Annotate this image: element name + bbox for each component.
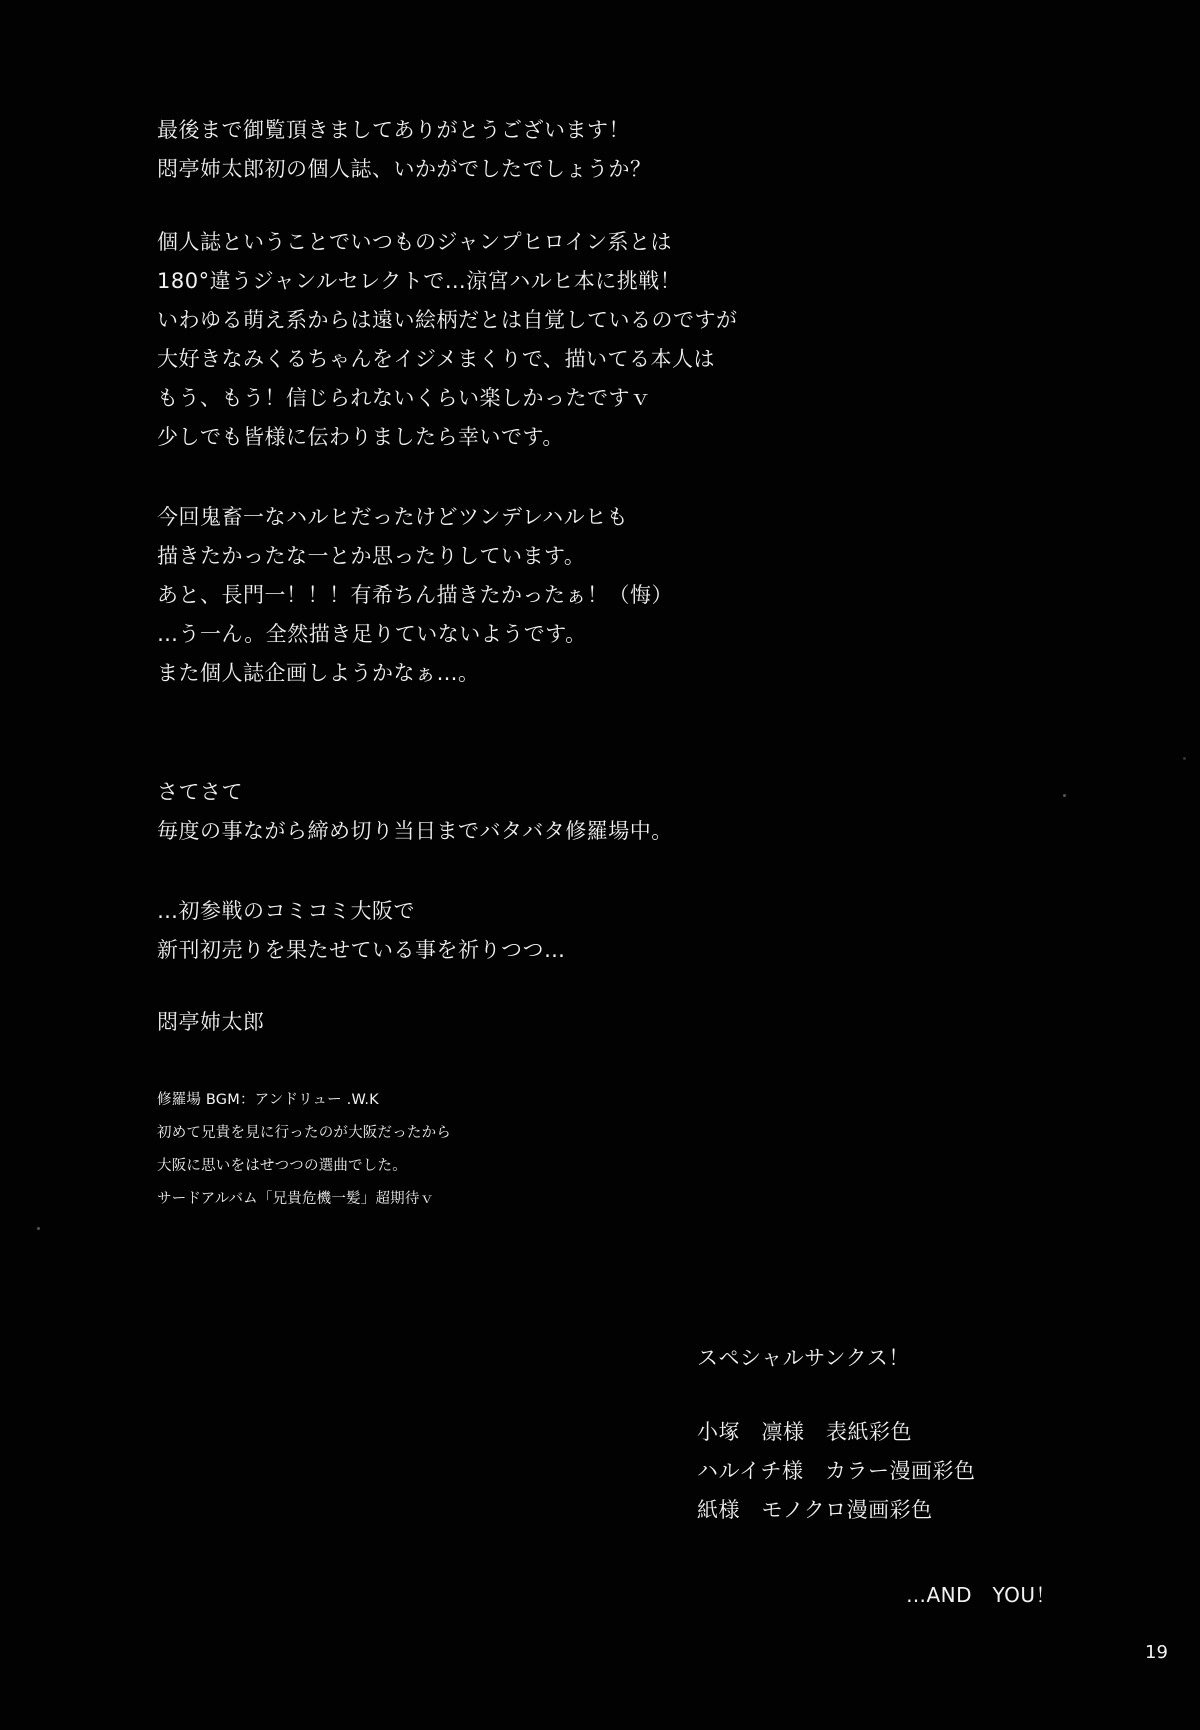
credit-line: 小塚 凛様 表紙彩色 [697,1420,912,1444]
text-line: 描きたかったな一とか思ったりしています。 [157,544,586,568]
characters-paragraph [157,498,673,693]
and-you-text: …AND YOU！ [906,1583,1057,1607]
text-line: 新刊初売りを果たせている事を祈りつつ… [157,938,566,962]
text-line: 最後まで御覧頂きましてありがとうございます！ [157,118,630,142]
text-line: 修羅場 BGM：アンドリュー .W.K [157,1092,379,1108]
text-line: 個人誌ということでいつものジャンプヒロイン系とは [157,230,672,254]
event-paragraph [157,892,566,970]
text-line: また個人誌企画しようかなぁ…。 [157,661,480,685]
text-line: 悶亭姉太郎初の個人誌、いかがでしたでしょうか？ [157,157,652,181]
signature-text: 悶亭姉太郎 [157,1010,265,1034]
text-line: もう、もう！信じられないくらい楽しかったですｖ [157,386,652,410]
genre-paragraph [157,223,738,457]
text-line: 今回鬼畜一なハルヒだったけどツンデレハルヒも [157,505,629,529]
text-line: いわゆる萌え系からは遠い絵柄だとは自覚しているのですが [157,308,738,332]
text-line: 少しでも皆様に伝わりましたら幸いです。 [157,425,564,449]
text-line: 大好きなみくるちゃんをイジメまくりで、描いてる本人は [157,347,715,371]
text-line: …初参戦のコミコミ大阪で [157,899,415,923]
text-line: 毎度の事ながら締め切り当日までバタバタ修羅場中。 [157,819,673,843]
credit-line: 紙様 モノクロ漫画彩色 [697,1498,933,1522]
special-thanks [697,1339,975,1530]
text-line: あと、長門一！！！有希ちん描きたかったぁ！（悔） [157,583,673,607]
text-line: 180°違うジャンルセレクトで…涼宮ハルヒ本に挑戦！ [157,269,682,293]
text-line: 初めて兄貴を見に行ったのが大阪だったから [157,1125,451,1141]
scan-speck [1183,757,1186,760]
scan-speck [37,1227,40,1230]
author-signature [157,1003,265,1042]
text-line: さてさて [157,780,243,804]
credit-line: ハルイチ様 カラー漫画彩色 [697,1459,976,1483]
page-number: 19 [1145,1642,1168,1663]
text-line: …う一ん。全然描き足りていないようです。 [157,622,587,646]
text-line: サードアルバム「兄貴危機一髪」超期待ｖ [157,1191,435,1207]
intro-paragraph [157,111,652,189]
text-line: 大阪に思いをはせつつの選曲でした。 [157,1158,407,1174]
scan-speck [1063,794,1066,797]
special-thanks-title: スペシャルサンクス！ [697,1346,910,1370]
bgm-note [157,1084,451,1216]
deadline-paragraph [157,773,673,851]
